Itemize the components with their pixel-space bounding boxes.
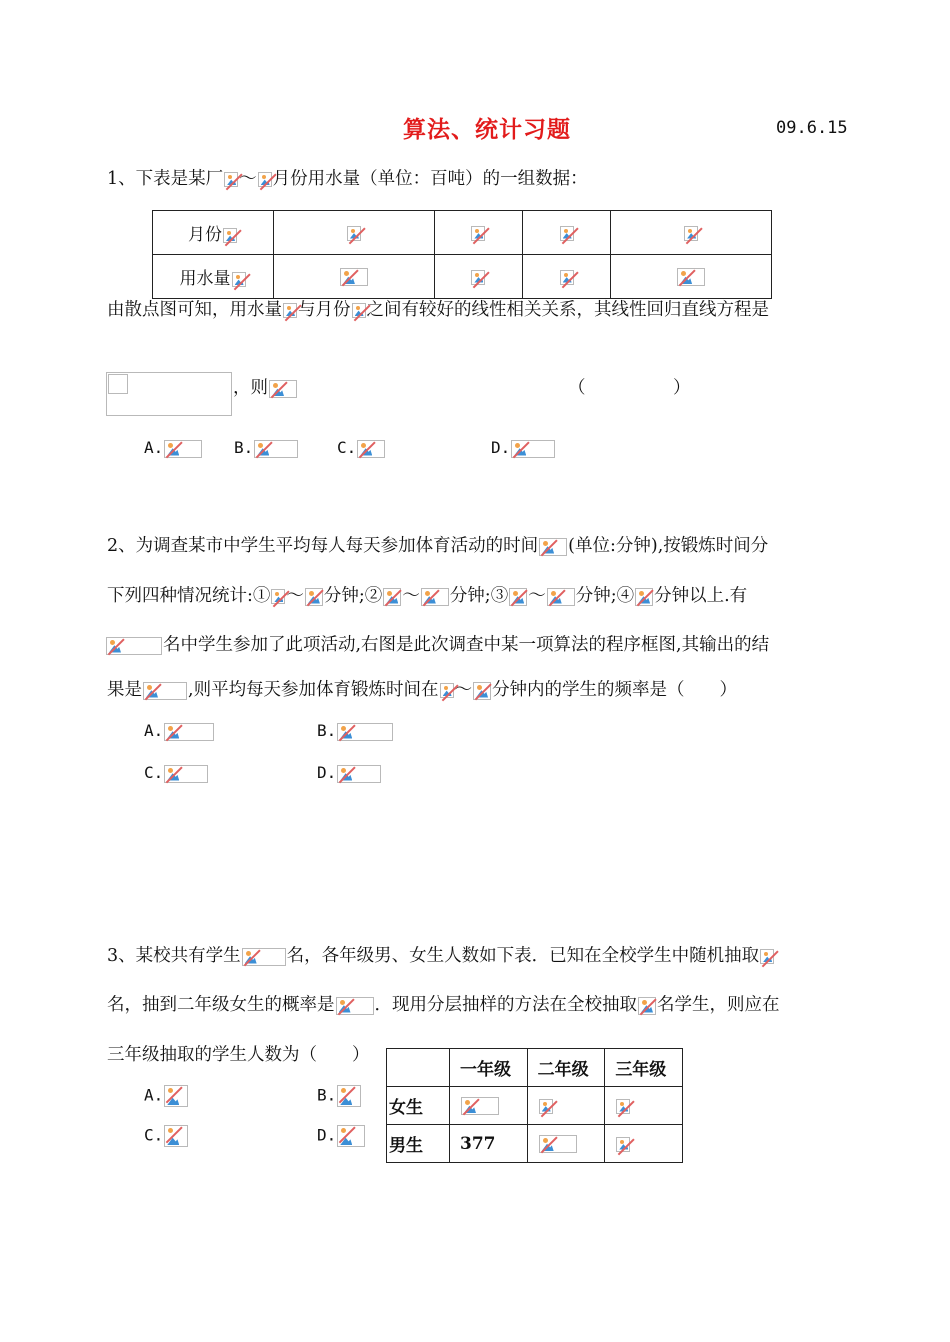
formula-image-icon — [421, 588, 449, 606]
q3-line1: 3、某校共有学生 名，各年级男、女生人数如下表．已知在全校学生中随机抽取 — [107, 944, 775, 968]
formula-image-icon — [224, 172, 238, 187]
formula-image-icon — [242, 948, 286, 966]
q1-option-a: A. — [144, 438, 203, 458]
table-cell — [274, 255, 435, 299]
q3-option-d: D. — [317, 1125, 366, 1147]
formula-image-icon — [232, 272, 246, 287]
page-title: 算法、统计习题 — [403, 116, 571, 143]
formula-image-icon — [164, 1125, 188, 1147]
formula-image-icon — [337, 723, 393, 741]
formula-image-icon — [305, 588, 323, 606]
formula-image-icon — [347, 226, 361, 241]
formula-image-icon — [283, 303, 297, 318]
equation-image-icon — [106, 372, 232, 416]
q2-line1: 2、为调查某市中学生平均每人每天参加体育活动的时间 (单位:分钟),按锻炼时间分 — [107, 536, 769, 556]
table-cell — [434, 211, 522, 255]
q1-line2: 由散点图可知，用水量 与月份 之间有较好的线性相关关系，其线性回归直线方程是 — [107, 300, 769, 320]
q3-line3: 三年级抽取的学生人数为（ ） — [107, 1045, 370, 1065]
formula-image-icon — [560, 226, 574, 241]
formula-image-icon — [337, 765, 381, 783]
formula-image-icon — [760, 949, 774, 964]
formula-image-icon — [336, 997, 374, 1015]
formula-image-icon — [539, 538, 567, 556]
formula-image-icon — [357, 440, 385, 458]
formula-image-icon — [511, 440, 555, 458]
formula-image-icon — [461, 1097, 499, 1115]
formula-image-icon — [383, 588, 401, 606]
formula-image-icon — [471, 226, 485, 241]
table-cell — [605, 1125, 683, 1163]
date-label: 09.6.15 — [776, 118, 848, 138]
q1-answer-paren: （ ） — [568, 378, 691, 398]
table-cell — [611, 255, 772, 299]
q3-grade-table — [386, 1048, 683, 1163]
formula-image-icon — [258, 172, 272, 187]
q1-option-c: C. — [337, 438, 386, 458]
table-row-label: 女生 — [387, 1087, 450, 1125]
formula-image-icon — [352, 303, 366, 318]
formula-image-icon — [684, 226, 698, 241]
table-row-label: 男生 — [387, 1125, 450, 1163]
q2-option-b: B. — [317, 721, 394, 741]
formula-image-icon — [143, 682, 187, 700]
q2-option-a: A. — [144, 721, 215, 741]
formula-image-icon — [164, 440, 202, 458]
table-cell: 用水量 — [153, 255, 274, 299]
q3-option-b: B. — [317, 1085, 362, 1107]
table-header-cell: 三年级 — [605, 1049, 683, 1087]
table-cell — [274, 211, 435, 255]
table-cell — [527, 1087, 605, 1125]
q3-line2: 名，抽到二年级女生的概率是 ．现用分层抽样的方法在全校抽取 名学生，则应在 — [107, 995, 780, 1015]
formula-image-icon — [337, 1085, 361, 1107]
formula-image-icon — [539, 1135, 577, 1153]
table-header-cell: 二年级 — [527, 1049, 605, 1087]
q2-line2: 下列四种情况统计:① ～ 分钟;② ～ 分钟;③ ～ 分钟;④ 分钟以上.有 — [107, 586, 748, 606]
formula-image-icon — [440, 683, 454, 698]
formula-image-icon — [164, 723, 214, 741]
table-cell — [523, 255, 611, 299]
q1-option-b: B. — [234, 438, 299, 458]
formula-image-icon — [271, 589, 285, 604]
formula-image-icon — [638, 997, 656, 1015]
formula-image-icon — [509, 588, 527, 606]
formula-image-icon — [164, 765, 208, 783]
q2-line4: 果是 ,则平均每天参加体育锻炼时间在 ～ 分钟内的学生的频率是（ ） — [107, 680, 738, 700]
formula-image-icon — [473, 682, 491, 700]
q2-option-d: D. — [317, 763, 382, 783]
table-cell — [434, 255, 522, 299]
q1-line3: ，则 — [105, 372, 298, 416]
formula-image-icon — [677, 268, 705, 286]
table-cell — [605, 1087, 683, 1125]
table-header-cell: 一年级 — [450, 1049, 528, 1087]
formula-image-icon — [635, 588, 653, 606]
formula-image-icon — [547, 588, 575, 606]
formula-image-icon — [254, 440, 298, 458]
formula-image-icon — [106, 637, 162, 655]
table-cell — [611, 211, 772, 255]
formula-image-icon — [269, 380, 297, 398]
formula-image-icon — [337, 1125, 365, 1147]
table-cell — [450, 1087, 528, 1125]
formula-image-icon — [616, 1137, 630, 1152]
table-cell — [527, 1125, 605, 1163]
q1-data-table — [152, 210, 772, 299]
table-header-cell — [387, 1049, 450, 1087]
q1-line1: 1、下表是某厂 ～ 月份用水量（单位：百吨）的一组数据： — [107, 169, 588, 189]
q2-line3: 名中学生参加了此项活动,右图是此次调查中某一项算法的程序框图,其输出的结 — [105, 633, 769, 657]
table-cell: 377 — [450, 1125, 528, 1163]
formula-image-icon — [560, 270, 574, 285]
formula-image-icon — [340, 268, 368, 286]
formula-image-icon — [164, 1085, 188, 1107]
q3-option-a: A. — [144, 1085, 189, 1107]
q2-option-c: C. — [144, 763, 209, 783]
table-cell — [523, 211, 611, 255]
formula-image-icon — [471, 270, 485, 285]
q1-option-d: D. — [491, 438, 556, 458]
formula-image-icon — [223, 228, 237, 243]
table-cell: 月份 — [153, 211, 274, 255]
formula-image-icon — [539, 1099, 553, 1114]
formula-image-icon — [616, 1099, 630, 1114]
q3-option-c: C. — [144, 1125, 189, 1147]
